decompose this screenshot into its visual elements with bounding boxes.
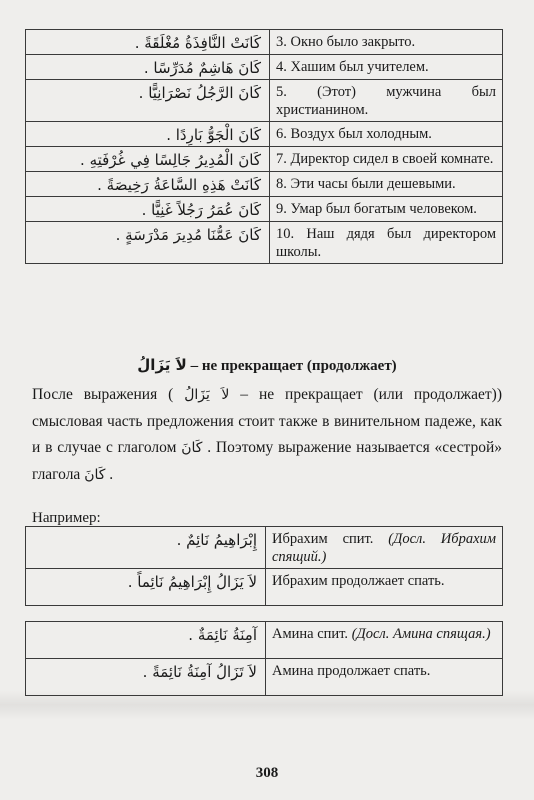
arabic-cell: كَانَتْ النَّافِذَةُ مُغْلَقَةً . [26, 30, 270, 55]
russian-cell: 6. Воздух был холодным. [270, 122, 503, 147]
arabic-cell: كَانَ الْمُدِيرُ جَالِسًا فِي غُرْفَتِهِ . [26, 147, 270, 172]
russian-cell [266, 622, 503, 659]
russian-cell: Амина продолжает спать. [266, 659, 503, 696]
section-heading [0, 356, 534, 375]
table-row [26, 80, 503, 122]
russian-cell: 5. (Этот) мужчина был христианином. [270, 80, 503, 122]
example-table-ibrahim [25, 526, 503, 606]
table-row [26, 30, 503, 55]
paragraph-arabic: كَانَ [181, 440, 203, 456]
table-row [26, 122, 503, 147]
russian-cell: 7. Директор сидел в своей комнате. [270, 147, 503, 172]
russian-text: Амина спит. [272, 626, 352, 642]
arabic-cell: كَانَ الْجَوُّ بَارِدًا . [26, 122, 270, 147]
table-row [26, 569, 503, 606]
paragraph-arabic: لاَ يَزَالُ [184, 387, 230, 403]
paragraph-arabic: كَانَ [84, 466, 106, 483]
example-label: Например: [32, 510, 101, 526]
table-row [26, 222, 503, 264]
example-table-amina [25, 621, 503, 696]
paragraph-text: . [105, 465, 114, 483]
russian-cell [266, 527, 503, 569]
paragraph-text: После выражения ( [32, 386, 185, 403]
russian-cell: 4. Хашим был учителем. [270, 55, 503, 80]
heading-russian: – не прекращает (продолжает) [186, 358, 397, 374]
russian-cell: 8. Эти часы были дешевыми. [270, 172, 503, 197]
arabic-cell: كَانَ عُمَرُ رَجُلاً غَنِيًّا . [26, 197, 270, 222]
table-row [26, 197, 503, 222]
russian-cell: 3. Окно было закрыто. [270, 30, 503, 55]
table-row [26, 55, 503, 80]
table-row [26, 172, 503, 197]
explanation-paragraph [32, 382, 502, 488]
russian-cell: 9. Умар был богатым человеком. [270, 197, 503, 222]
literal-translation: (Досл. Амина спящая.) [351, 626, 491, 642]
russian-cell: 10. Наш дядя был директором школы. [270, 222, 503, 264]
heading-arabic: لاَ يَزَالُ [137, 356, 187, 374]
table-row [26, 527, 503, 569]
arabic-cell: كَانَ عَمُّنَا مُدِيرَ مَدْرَسَةٍ . [26, 222, 270, 264]
paragraph-text: . Поэтому выражение называется «сестрой» глагола [32, 439, 502, 483]
literal-translation: (Досл. Ибрахим спящий.) [272, 531, 497, 565]
table-row [26, 659, 503, 696]
russian-text: Ибрахим спит. [272, 531, 389, 547]
arabic-cell: لاَ يَزَالُ إِبْرَاهِيمُ نَائِماً . [26, 569, 266, 606]
arabic-cell: كَانَ الرَّجُلُ نَصْرَانِيًّا . [26, 80, 270, 122]
arabic-cell: كَانَ هَاشِمٌ مُدَرِّسًا . [26, 55, 270, 80]
arabic-cell: كَانَتْ هَذِهِ السَّاعَةُ رَخِيصَةً . [26, 172, 270, 197]
kana-examples-table [25, 29, 503, 264]
table-row [26, 147, 503, 172]
arabic-cell: إِبْرَاهِيمُ نَائِمٌ . [26, 527, 266, 569]
page-number: 308 [255, 765, 279, 781]
arabic-cell: لاَ تَزَالُ آمِنَةُ نَائِمَةً . [26, 659, 266, 696]
table-row [26, 622, 503, 659]
arabic-cell: آمِنَةُ نَائِمَةٌ . [26, 622, 266, 659]
paragraph-text: – не прекращает (или продолжает)) смысловая часть предложения стоит также в винительном падеже, как и в случае с глаголом [32, 386, 503, 456]
russian-cell: Ибрахим продолжает спать. [266, 569, 503, 606]
